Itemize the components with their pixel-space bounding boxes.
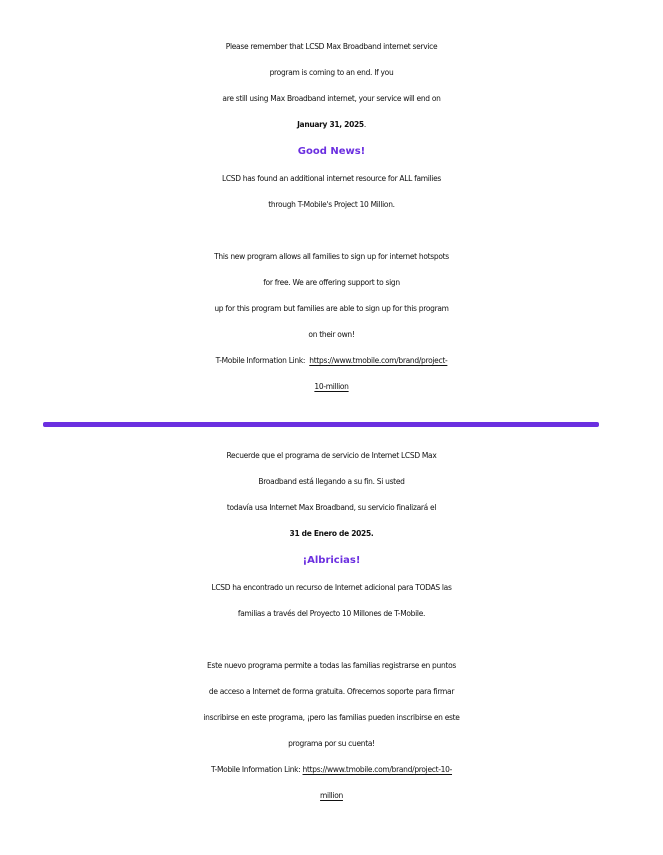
spanish-program-line: Este nuevo programa permite a todas las familias registrarse en puntos: [207, 661, 456, 670]
english-link-line: [0, 348, 663, 374]
section-divider: [43, 422, 599, 427]
english-resource-line: LCSD has found an additional internet resource for ALL families: [221, 174, 442, 183]
spanish-resource-line: familias a través del Proyecto 10 Millones de T-Mobile.: [237, 609, 426, 618]
spanish-intro-line: todavía usa Internet Max Broadband, su servicio finalizará el: [226, 503, 437, 512]
english-link-label: T-Mobile Information Link:: [215, 356, 310, 365]
english-program-line: for free. We are offering support to sign: [263, 278, 400, 287]
english-intro-line: Please remember that LCSD Max Broadband internet service: [225, 42, 438, 51]
english-intro-line: are still using Max Broadband internet, your service will end on: [222, 94, 441, 103]
english-program-line: up for this program but families are able to sign up for this program: [214, 304, 449, 313]
spanish-end-date: 31 de Enero de 2025.: [289, 529, 374, 538]
spanish-program-line: programa por su cuenta!: [288, 739, 375, 748]
english-end-date-line: [0, 112, 663, 138]
spanish-resource-line: LCSD ha encontrado un recurso de Internet adicional para TODAS las: [211, 583, 452, 592]
spanish-intro-line: Broadband está llegando a su fin. Si usted: [258, 477, 405, 486]
spanish-link-line-continued: [0, 783, 663, 809]
english-end-date: January 31, 2025: [297, 120, 364, 129]
english-resource-line: through T-Mobile's Project 10 Million.: [268, 200, 395, 209]
english-info-link-continued[interactable]: 10-million: [314, 382, 349, 391]
english-intro-line: program is coming to an end. If you: [269, 68, 394, 77]
english-program-line: This new program allows all families to sign up for internet hotspots: [214, 252, 449, 261]
english-end-period: .: [363, 120, 366, 129]
paragraph-gap: [0, 218, 663, 244]
english-section: [0, 34, 663, 400]
spanish-intro-line: Recuerde que el programa de servicio de Internet LCSD Max: [226, 451, 437, 460]
spanish-link-line: [0, 757, 663, 783]
english-program-line: on their own!: [308, 330, 355, 339]
english-headline: Good News!: [297, 146, 366, 157]
spanish-program-line: inscribirse en este programa, ¡pero las familias pueden inscribirse en este: [203, 713, 460, 722]
spanish-headline: ¡Albricias!: [302, 555, 361, 566]
english-info-link[interactable]: https://www.tmobile.com/brand/project-: [309, 356, 448, 365]
spanish-section: [0, 443, 663, 809]
spanish-program-line: de acceso a Internet de forma gratuita. Ofrecemos soporte para firmar: [208, 687, 455, 696]
spanish-link-label: T-Mobile Information Link:: [210, 765, 303, 774]
spanish-info-link-continued[interactable]: million: [320, 791, 343, 800]
spanish-info-link[interactable]: https://www.tmobile.com/brand/project-10-: [302, 765, 453, 774]
english-link-line-continued: [0, 374, 663, 400]
paragraph-gap: [0, 627, 663, 653]
